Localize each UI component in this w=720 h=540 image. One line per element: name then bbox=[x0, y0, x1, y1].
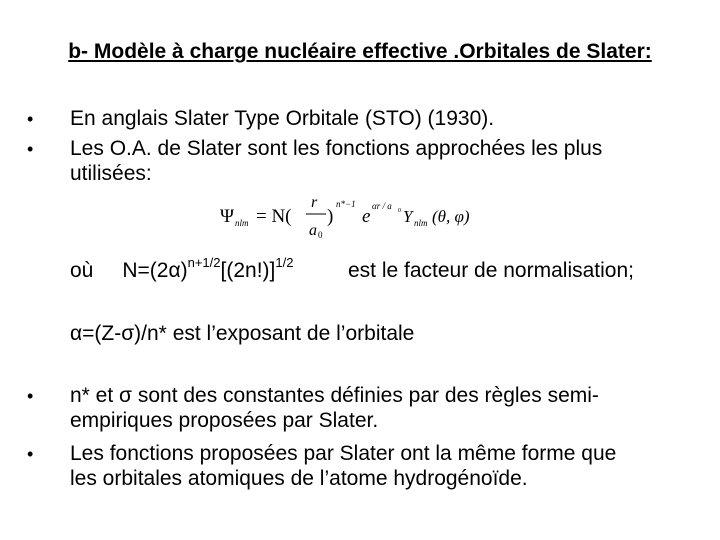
bullet-text-same-form-cont: les orbitales atomiques de l’atome hydrogénoïde. bbox=[70, 467, 528, 490]
formula-Y-sub: nlm bbox=[414, 218, 428, 228]
normalization-line bbox=[70, 255, 294, 284]
bullet-marker: • bbox=[27, 109, 34, 129]
slide-title: b- Modèle à charge nucléaire effective .Orbitales de Slater: bbox=[68, 40, 652, 63]
formula-eq: = N( bbox=[256, 206, 292, 227]
bullet-text-constants: n* et σ sont des constantes définies par des règles semi- bbox=[70, 384, 599, 407]
formula-close-paren: ) bbox=[327, 206, 334, 227]
formula-Y: Y bbox=[403, 207, 413, 226]
bullet-text-sto: En anglais Slater Type Orbitale (STO) (1930). bbox=[70, 107, 495, 130]
alpha-definition: α=(Z-σ)/n* est l’exposant de l’orbitale bbox=[70, 322, 415, 345]
formula-args: (θ, φ) bbox=[432, 207, 470, 226]
normalization-bracket: [(2n!)] bbox=[220, 259, 276, 282]
formula-psi-sub: nlm bbox=[235, 218, 249, 228]
bullet-marker: • bbox=[27, 444, 34, 464]
formula-exp1: n*−1 bbox=[336, 199, 356, 209]
formula-exp2: αr / a bbox=[372, 201, 392, 211]
normalization-N: N=(2α) bbox=[122, 259, 188, 282]
bullet-marker: • bbox=[27, 386, 34, 406]
normalization-description: est le facteur de normalisation; bbox=[348, 259, 634, 282]
formula-r: r bbox=[311, 194, 318, 211]
bullet-text-slater-oa-cont: utilisées: bbox=[70, 162, 152, 185]
formula-psi: Ψ bbox=[220, 206, 235, 227]
slater-formula bbox=[218, 193, 498, 241]
normalization-exp2: 1/2 bbox=[275, 255, 294, 270]
formula-a0-sub: 0 bbox=[318, 230, 323, 240]
formula-e: e bbox=[362, 206, 371, 227]
formula-exp2-sub: 0 bbox=[398, 208, 401, 214]
bullet-text-constants-cont: empiriques proposées par Slater. bbox=[70, 409, 379, 432]
bullet-text-same-form: Les fonctions proposées par Slater ont la même forme que bbox=[70, 442, 617, 465]
bullet-marker: • bbox=[27, 139, 34, 159]
ou-label: où bbox=[70, 259, 94, 282]
normalization-exp1: n+1/2 bbox=[187, 255, 221, 270]
formula-a0: a bbox=[309, 222, 317, 239]
bullet-text-slater-oa: Les O.A. de Slater sont les fonctions approchées les plus bbox=[70, 137, 603, 160]
